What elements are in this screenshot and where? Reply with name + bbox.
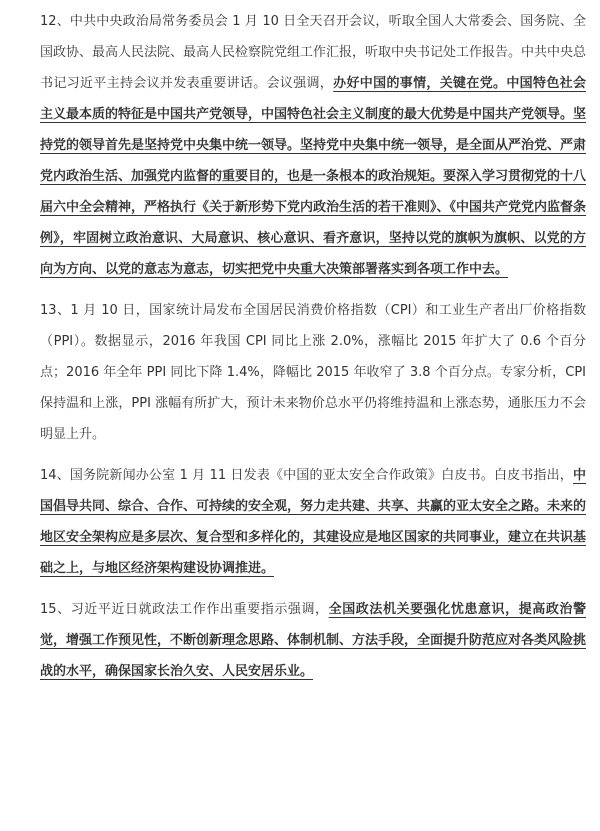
list-item <box>40 594 586 687</box>
item-number: 13、 <box>40 303 71 318</box>
item-number: 14、 <box>40 468 70 483</box>
item-emphasis: 中国倡导共同、综合、合作、可持续的安全观，努力走共建、共享、共赢的亚太安全之路。未来的地区安全架构应是多层次、复合型和多样化的，其建设应是地区国家的共同事业，建立在共识基础之上，与地区经济架构建设协调推进。 <box>40 468 587 576</box>
item-emphasis: 全国政法机关要强化忧患意识，提高政治警觉，增强工作预见性，不断创新理念思路、体制机制、方法手段，全面提升防范应对各类风险挑战的水平，确保国家长治久安、人民安居乐业。 <box>40 602 587 679</box>
list-item <box>40 295 586 450</box>
item-text: 1 月 10 日，国家统计局发布全国居民消费价格指数（CPI）和工业生产者出厂价格指数（PPI）。数据显示，2016 年我国 CPI 同比上涨 2.0%，涨幅比 2015 年扩大了 0.6 个百分点；2016 年全年 PPI 同比下降 1.4%，降幅比 2015 年收窄了 3.8 个百分点。专家分析，CPI 保持温和上涨，PPI 涨幅有所扩大，预计未来物价总水平仍将维持温和上涨态势，通胀压力不会明显上升。 <box>40 303 586 442</box>
item-text: 国务院新闻办公室 1 月 11 日发表《中国的亚太安全合作政策》白皮书。白皮书指出， <box>69 468 573 483</box>
item-emphasis: 办好中国的事情，关键在党。中国特色社会主义最本质的特征是中国共产党领导，中国特色社会主义制度的最大优势是中国共产党领导。坚持党的领导首先是坚持党中央集中统一领导。坚持党中央集中统一领导，是全面从严治党、严肃党内政治生活、加强党内监督的重要目的，也是一条根本的政治规矩。要深入学习贯彻党的十八届六中全会精神，严格执行《关于新形势下党内政治生活的若干准则》、《中国共产党党内监督条例》，牢固树立政治意识、大局意识、核心意识、看齐意识，坚持以党的旗帜为旗帜、以党的方向为方向、以党的意志为意志，切实把党中央重大决策部署落实到各项工作中去。 <box>40 76 587 277</box>
list-item <box>40 6 586 285</box>
list-item <box>40 460 586 584</box>
item-number: 12、 <box>40 14 70 29</box>
item-text: 中共中央政治局常务委员会 1 月 10 日全天召开会议，听取全国人大常委会、国务院、全国政协、最高人民法院、最高人民检察院党组工作汇报，听取中央书记处工作报告。中共中央总书记习近平主持会议并发表重要讲话。会议强调， <box>40 14 587 91</box>
item-number: 15、 <box>40 602 71 617</box>
item-text: 习近平近日就政法工作作出重要指示强调， <box>70 602 329 617</box>
